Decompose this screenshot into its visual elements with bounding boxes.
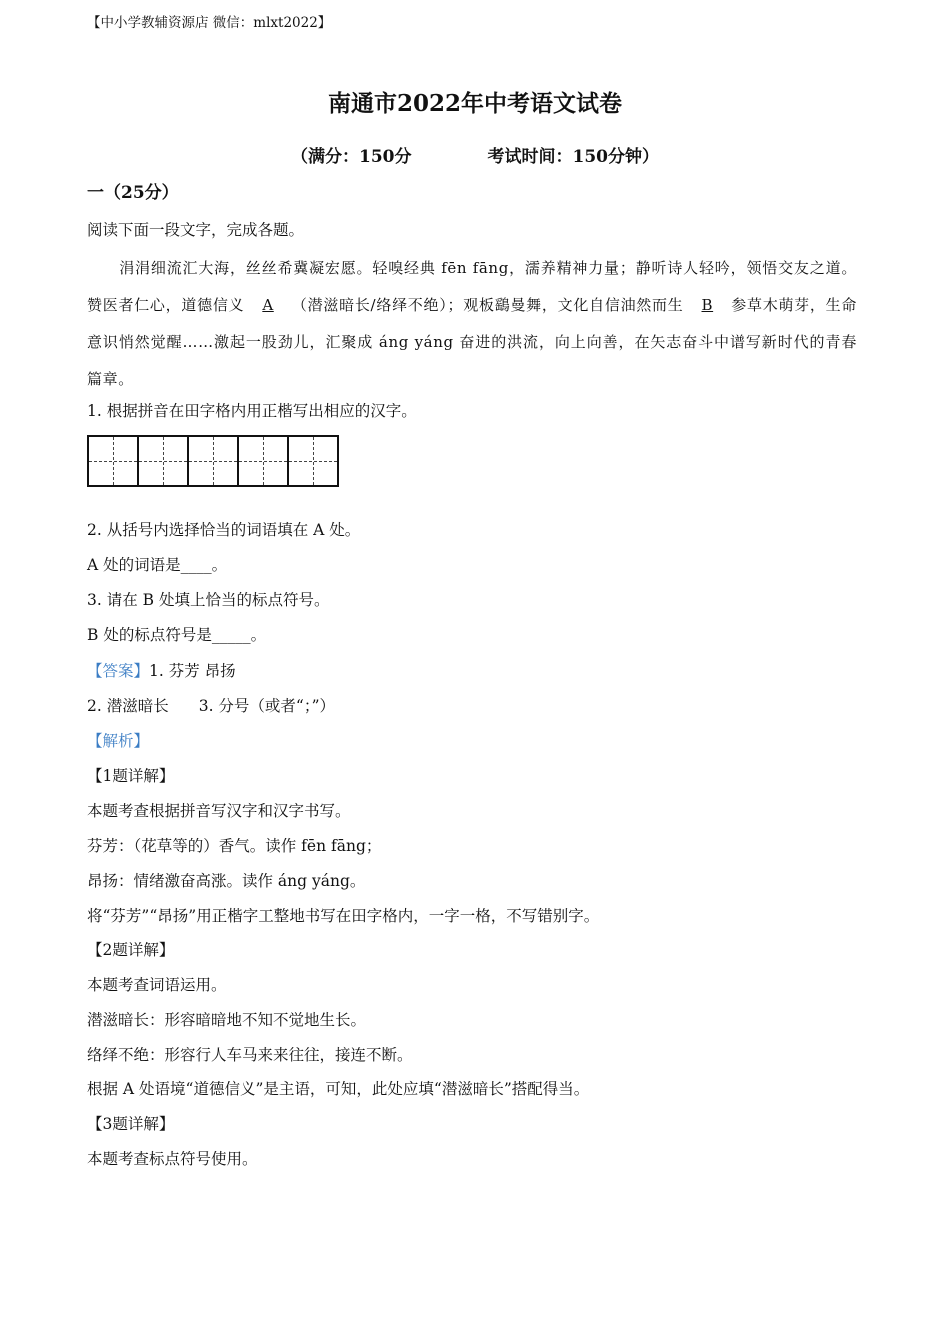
analysis-tag: 【解析】	[87, 732, 150, 750]
page-title: 南通市2022年中考语文试卷	[327, 90, 622, 117]
question-2-answer-line: A 处的词语是____。	[87, 556, 228, 574]
grid-cell[interactable]	[137, 435, 189, 487]
passage-part2: （潜滋暗长/络绎不绝）；观板鷂曼舞，文化自信油然而生	[291, 296, 684, 314]
detail-3-line: 本题考查标点符号使用。	[87, 1150, 258, 1168]
answer-1: 1. 芬芳 昂扬	[149, 662, 236, 680]
detail-1-line: 芬芳：（花草等的）香气。读作 fēn fāng；	[87, 837, 382, 855]
answer-3: 3. 分号（或者“；”）	[198, 697, 336, 715]
answer-line-2	[87, 696, 335, 716]
detail-2-line: 络绎不绝：形容行人车马来来往往，接连不断。	[87, 1046, 413, 1064]
question-1: 1. 根据拼音在田字格内用正楷写出相应的汉字。	[87, 402, 417, 420]
passage-part1: 涓涓细流汇大海，丝丝希冀凝宏愿。轻嗅经典 fēn fāng，濡养精神力量；静听诗人轻吟，领悟交友之道。赞医者仁心，道德信义	[87, 259, 857, 314]
detail-2-line: 潜滋暗长：形容暗暗地不知不觉地生长。	[87, 1011, 367, 1029]
detail-1-line: 本题考查根据拼音写汉字和汉字书写。	[87, 802, 351, 820]
question-3-answer-line: B 处的标点符号是_____。	[87, 626, 267, 644]
question-2: 2. 从括号内选择恰当的词语填在 A 处。	[87, 521, 361, 539]
grid-cell[interactable]	[237, 435, 289, 487]
tianzige-grid	[87, 435, 337, 487]
detail-3-heading: 【3题详解】	[87, 1115, 175, 1133]
instruction: 阅读下面一段文字，完成各题。	[87, 221, 305, 239]
grid-cell[interactable]	[187, 435, 239, 487]
detail-1-heading: 【1题详解】	[87, 767, 175, 785]
exam-info	[0, 146, 950, 168]
passage-part3: 参草木萌芽，生命意识悄然觉醒……激起一股劲儿，汇聚成 áng yáng 奋进的洪流，向上向善，在矢志奋斗中谱写新时代的青春篇章。	[87, 296, 857, 388]
header-note: 【中小学教辅资源店 微信：mlxt2022】	[87, 15, 332, 31]
detail-2-line: 根据 A 处语境“道德信义”是主语，可知，此处应填“潜滋暗长”搭配得当。	[87, 1080, 590, 1098]
detail-2-line: 本题考查词语运用。	[87, 976, 227, 994]
blank-a: A	[262, 296, 274, 314]
detail-1-line: 昂扬：情绪激奋高涨。读作 áng yáng。	[87, 872, 366, 890]
answer-2: 2. 潜滋暗长	[87, 697, 169, 715]
question-3: 3. 请在 B 处填上恰当的标点符号。	[87, 591, 330, 609]
detail-2-heading: 【2题详解】	[87, 941, 175, 959]
exam-time: 考试时间：150分钟）	[487, 147, 659, 167]
detail-1-line: 将“芬芳”“昂扬”用正楷字工整地书写在田字格内，一字一格，不写错别字。	[87, 907, 600, 925]
grid-cell[interactable]	[87, 435, 139, 487]
grid-cell[interactable]	[287, 435, 339, 487]
blank-b: B	[701, 296, 714, 314]
answer-line-1	[87, 661, 236, 681]
answer-tag: 【答案】	[87, 662, 150, 680]
section-heading: 一（25分）	[87, 183, 179, 203]
full-score: （满分：150分	[291, 147, 412, 167]
reading-passage	[87, 250, 857, 398]
